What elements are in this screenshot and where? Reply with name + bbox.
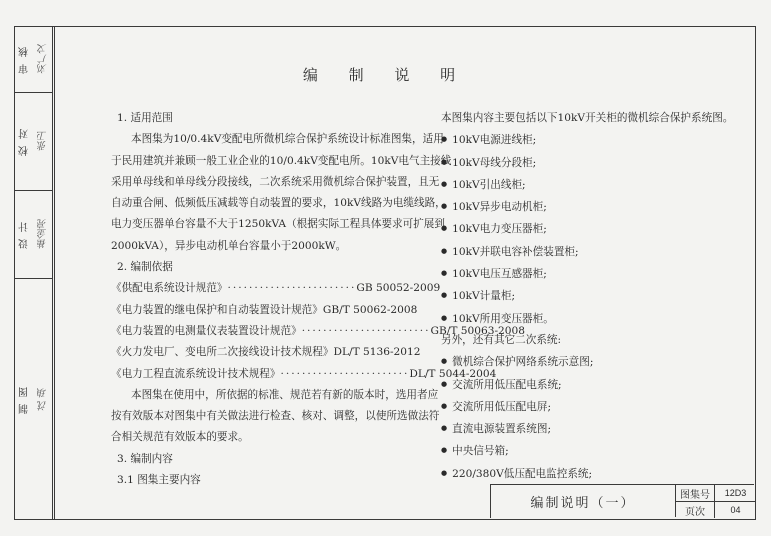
system-list-item: ● 220/380V低压配电监控系统; — [441, 463, 741, 485]
draft-signature: 沈 琪 — [35, 279, 53, 519]
standard-item — [111, 278, 441, 299]
cabinet-list-item: ● 10kV电源进线柜; — [441, 129, 741, 151]
title-block — [490, 484, 754, 518]
standard-item — [111, 321, 526, 342]
system-list-item: ● 交流所用低压配电屏; — [441, 396, 741, 418]
review-signature: 刘广文 — [35, 27, 53, 92]
standard-item — [111, 342, 421, 363]
leader-dots: ························ — [280, 367, 410, 380]
standard-name: 《电力工程直流系统设计技术规程》 — [111, 367, 281, 380]
cabinet-list-item: ● 10kV电力变压器柜; — [441, 218, 741, 240]
cabinet-list-item: ● 10kV引出线柜; — [441, 174, 741, 196]
standard-name: 《火力发电厂、变电所二次接线设计技术规程》 — [111, 346, 334, 359]
atlas-row — [676, 485, 756, 502]
scope-line: 本图集为10/0.4kV变配电所微机综合保护系统设计标准图集，适用 — [131, 133, 444, 146]
atlas-number: 12D3 — [724, 488, 747, 498]
standard-code: DL/T 5044-2004 — [409, 367, 497, 380]
section-heading-scope: 1. 适用范围 — [117, 112, 173, 124]
page-number-label: 页次 — [676, 502, 715, 518]
system-list-item: ● 直流电源装置系统图; — [441, 418, 741, 440]
standard-code: DL/T 5136-2012 — [333, 346, 421, 359]
leader-dots: ························ — [301, 324, 431, 337]
signature-strip — [14, 26, 54, 520]
standard-code: GB/T 50063-2008 — [430, 324, 526, 337]
subsection-heading: 3.1 图集主要内容 — [117, 474, 201, 487]
scope-line: 于民用建筑并兼顾一般工业企业的10/0.4kV变配电所。10kV电气主接线 — [111, 154, 452, 167]
note-line: 合相关规范有效版本的要求。 — [111, 431, 249, 444]
system-list-item: ● 微机综合保护网络系统示意图; — [441, 351, 741, 373]
section-heading-basis: 2. 编制依据 — [117, 261, 173, 274]
section-heading-content: 3. 编制内容 — [117, 452, 173, 465]
standard-name: 《电力装置的继电保护和自动装置设计规范》 — [111, 303, 323, 316]
scope-line: 2000kVA），异步电动机单台容量小于2000kW。 — [111, 239, 347, 252]
scope-line: 自动重合闸、低频低压减载等自动装置的要求，10kV线路为电缆线路， — [111, 197, 446, 210]
standard-name: 《电力装置的电测量仪表装置设计规范》 — [111, 324, 302, 337]
cabinet-list-item: ● 10kV母线分段柜; — [441, 152, 741, 174]
draft-label: 制 图 — [19, 384, 31, 414]
leader-dots: ························ — [227, 282, 357, 295]
scope-line: 采用单母线和单母线分段接线，二次系统采用微机综合保护装置，且无 — [111, 175, 440, 188]
standard-name: 《供配电系统设计规范》 — [111, 282, 228, 295]
standard-code: GB 50052-2009 — [356, 282, 441, 295]
page-row — [676, 502, 756, 518]
design-label: 设 计 — [19, 219, 31, 250]
cabinet-list-item: ● 10kV所用变压器柜。 — [441, 308, 741, 330]
scope-line: 电力变压器单台容量不大于1250kVA（根据实际工程具体要求可扩展到 — [111, 218, 445, 231]
design-signature: 崔金亮 — [35, 191, 53, 278]
system-list-item: ● 中央信号箱; — [441, 440, 741, 462]
atlas-number-label: 图集号 — [676, 485, 715, 501]
proof-cell — [15, 93, 53, 191]
note-line: 本图集在使用中，所依据的标准、规范若有新的版本时，选用者应 — [131, 388, 439, 401]
design-cell — [15, 191, 53, 279]
standard-code: GB/T 50062-2008 — [322, 303, 418, 316]
proof-label: 校 对 — [19, 126, 31, 157]
cabinet-list-item: ● 10kV并联电容补偿装置柜; — [441, 241, 741, 263]
note-line: 按有效版本对图集中有关做法进行检查、核对、调整，以使所选做法符 — [111, 410, 440, 423]
cabinet-list-item: ● 10kV电压互感器柜; — [441, 263, 741, 285]
right-column — [441, 108, 741, 485]
system-list-item: ● 交流所用低压配电系统; — [441, 374, 741, 396]
page-number: 04 — [730, 505, 741, 515]
cabinet-list-item: ● 10kV计量柜; — [441, 285, 741, 307]
other-systems-heading: 另外，还有其它二次系统: — [441, 333, 562, 346]
cabinet-list-item: ● 10kV异步电动机柜; — [441, 196, 741, 218]
title-block-grid — [675, 485, 756, 517]
review-label: 审 核 — [19, 44, 31, 75]
drawing-name: 编制说明（一） — [530, 495, 636, 511]
page-title: 编 制 说 明 — [302, 66, 469, 84]
standard-item — [111, 364, 497, 385]
proof-signature: 张卫 — [35, 93, 53, 190]
standard-item — [111, 300, 418, 321]
draft-cell — [15, 279, 53, 519]
content-intro: 本图集内容主要包括以下10kV开关柜的微机综合保护系统图。 — [441, 112, 734, 124]
